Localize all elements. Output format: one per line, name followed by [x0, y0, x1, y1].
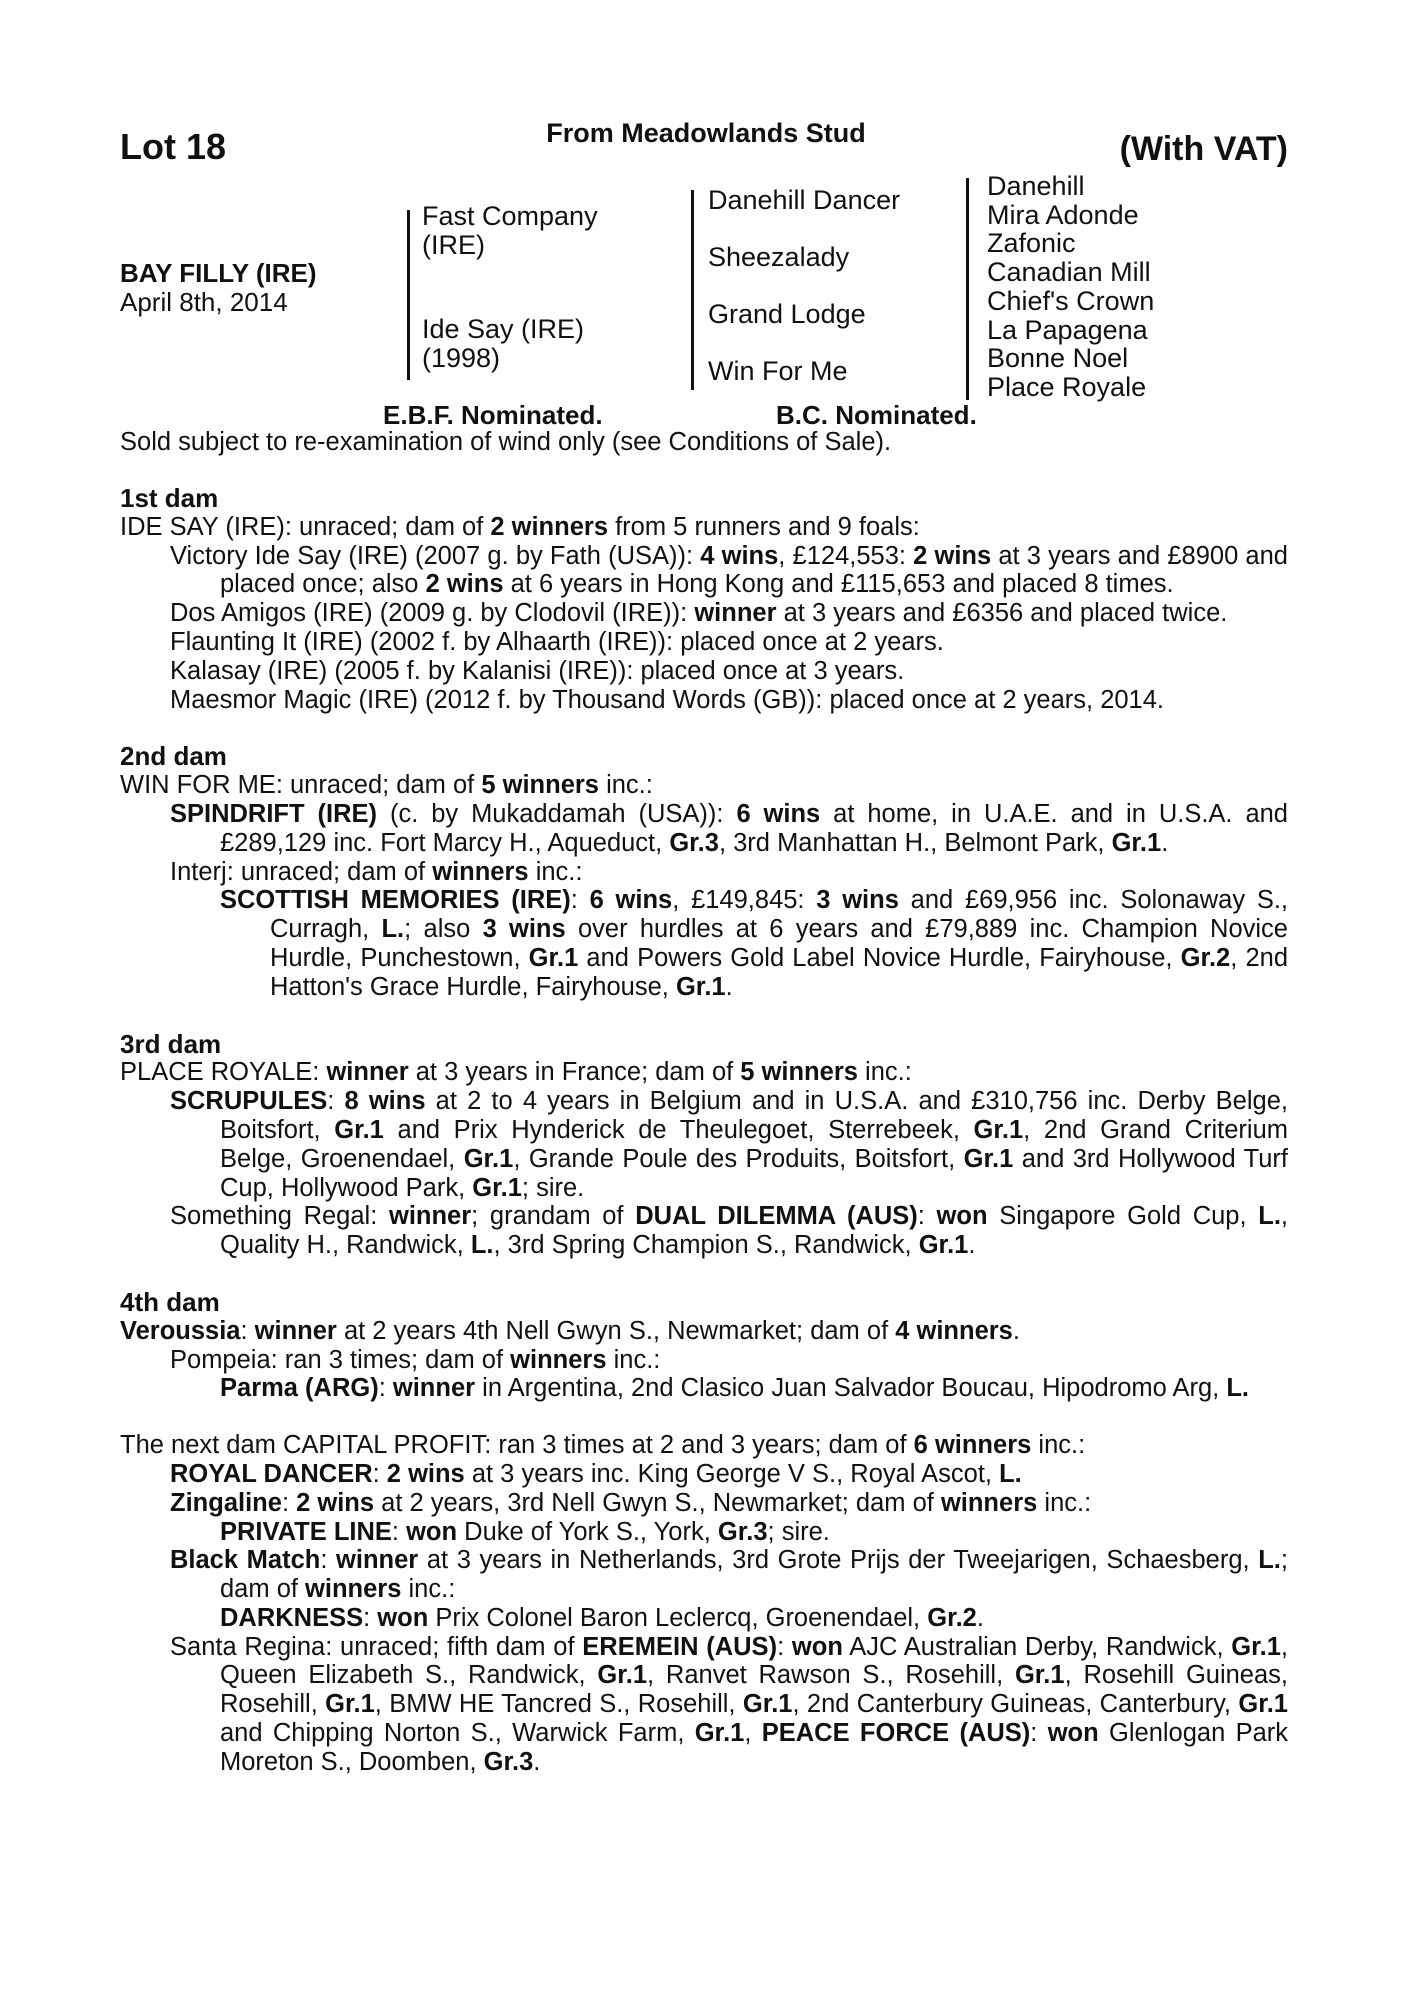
bold-run: winner: [336, 1546, 419, 1575]
text-run: at 3 years and £8900 and placed once; also: [220, 541, 1288, 599]
bold-run: winners: [305, 1575, 402, 1604]
text-run: :: [391, 1517, 407, 1546]
text-run: ; also: [404, 915, 483, 944]
text-run: inc.:: [599, 771, 653, 800]
text-run: Pompeia: ran 3 times; dam of: [170, 1345, 511, 1374]
produce-entry: [120, 1518, 1288, 1547]
bold-run: 6 wins: [589, 886, 673, 915]
text-run: and Chipping Norton S., Warwick Farm,: [220, 1719, 695, 1748]
produce-entry: [120, 1546, 1288, 1604]
horse-name: BAY FILLY (IRE): [120, 258, 317, 288]
bold-run: Gr.1: [675, 972, 726, 1001]
section-title: 3rd dam: [120, 1028, 222, 1059]
produce-entry: [120, 858, 1288, 887]
text-run: Prix Colonel Baron Leclercq, Groenendael,: [428, 1603, 928, 1632]
bold-run: SCOTTISH MEMORIES (IRE): [220, 886, 571, 915]
vendor-name: From Meadowlands Stud: [546, 118, 866, 148]
bold-run: winner: [388, 1202, 472, 1231]
great-grandparent-1: Danehill: [987, 171, 1085, 201]
text-run: Santa Regina: unraced; fifth dam of: [170, 1632, 583, 1661]
bold-run: SCRUPULES: [170, 1087, 328, 1116]
pedigree-divider-3: [966, 178, 969, 400]
produce-entry: [120, 599, 1288, 628]
bold-run: Gr.2: [927, 1603, 977, 1632]
dam-year: (1998): [422, 343, 501, 373]
bold-run: Gr.1: [1111, 828, 1162, 857]
text-run: at home, in U.A.E. and in U.S.A. and £289,129 inc. Fort Marcy H., Aqueduct,: [220, 799, 1288, 857]
bold-run: Gr.1: [1238, 1690, 1288, 1719]
text-run: ; dam of: [220, 1546, 1288, 1604]
text-run: :: [372, 1459, 387, 1488]
bold-run: Gr.1: [742, 1690, 793, 1719]
text-run: at 6 years in Hong Kong and £115,653 and placed 8 times.: [503, 570, 1174, 599]
pedigree-divider-2: [691, 190, 694, 390]
bold-run: winner: [392, 1374, 476, 1403]
text-run: at 3 years and £6356 and placed twice.: [776, 599, 1228, 628]
dam-section: [120, 1260, 1288, 1403]
bold-run: Parma (ARG): [220, 1374, 379, 1403]
text-run: .: [533, 1747, 541, 1776]
great-grandparent-6: La Papagena: [987, 314, 1148, 345]
bold-run: won: [936, 1202, 988, 1231]
text-run: , Queen Elizabeth S., Randwick,: [220, 1632, 1289, 1690]
text-run: ,: [744, 1719, 762, 1748]
pedigree-divider-1: [407, 210, 410, 380]
bold-run: winners: [510, 1345, 607, 1374]
bold-run: L.: [999, 1459, 1022, 1488]
text-run: at 2 years, 3rd Nell Gwyn S., Newmarket; dam of: [374, 1488, 941, 1517]
great-grandparent-7: Bonne Noel: [987, 343, 1129, 374]
bold-run: winner: [326, 1058, 409, 1087]
text-run: and £69,956 inc. Solonaway S., Curragh,: [270, 886, 1288, 944]
bold-run: 5 winners: [740, 1058, 858, 1087]
text-run: , 2nd Grand Criterium Belge, Groenendael,: [220, 1115, 1288, 1173]
produce-entry: [120, 686, 1288, 715]
sire-country: (IRE): [422, 230, 485, 260]
bold-run: winner: [694, 599, 777, 628]
produce-entry: [120, 513, 1288, 542]
text-run: Flaunting It (IRE) (2002 f. by Alhaarth (IRE)): placed once at 2 years.: [170, 627, 944, 656]
text-run: inc.:: [1031, 1431, 1086, 1460]
text-run: at 2 years 4th Nell Gwyn S., Newmarket; dam of: [336, 1316, 896, 1345]
text-run: :: [378, 1374, 393, 1403]
bold-run: won: [791, 1632, 843, 1661]
text-run: , 3rd Spring Champion S., Randwick,: [493, 1231, 919, 1260]
text-run: :: [570, 886, 590, 915]
text-run: at 3 years in Netherlands, 3rd Grote Prijs der Tweejarigen, Schaesberg,: [418, 1546, 1259, 1575]
text-run: Interj: unraced; dam of: [170, 857, 433, 886]
dam-section: [120, 1002, 1288, 1260]
produce-entry: [120, 1604, 1288, 1633]
grandparent-2: Sheezalady: [708, 242, 850, 272]
bold-run: L.: [1258, 1202, 1281, 1231]
text-run: , 3rd Manhattan H., Belmont Park,: [718, 828, 1112, 857]
bold-run: 8 wins: [344, 1087, 426, 1116]
sire-name: Fast Company: [422, 201, 598, 231]
text-run: Dos Amigos (IRE) (2009 g. by Clodovil (IRE)):: [170, 599, 695, 628]
great-grandparent-5: Chief's Crown: [987, 285, 1155, 316]
bold-run: 2 wins: [386, 1459, 465, 1488]
bold-run: 5 winners: [481, 771, 599, 800]
bold-run: Gr.1: [1014, 1661, 1065, 1690]
text-run: :: [320, 1546, 337, 1575]
bold-run: Gr.3: [669, 828, 719, 857]
bold-run: Zingaline: [170, 1488, 282, 1517]
produce-entry: [120, 1346, 1288, 1375]
text-run: inc.:: [857, 1058, 912, 1087]
pedigree-great-grandparents: [987, 172, 1154, 402]
text-run: at 3 years inc. King George V S., Royal Ascot,: [464, 1459, 1000, 1488]
bold-run: 6 winners: [913, 1431, 1032, 1460]
sale-note: Sold subject to re-examination of wind only (see Conditions of Sale).: [120, 428, 892, 456]
bold-run: Gr.3: [483, 1747, 534, 1776]
dam-section: [120, 714, 1288, 1001]
bold-run: 3 wins: [482, 915, 566, 944]
section-title: 1st dam: [120, 483, 219, 513]
bold-run: winners: [432, 857, 529, 886]
produce-entry: [120, 771, 1288, 800]
lot-number: Lot 18: [120, 126, 227, 167]
text-run: inc.:: [1037, 1488, 1092, 1517]
text-run: :: [327, 1087, 345, 1116]
bold-run: 4 winners: [895, 1316, 1013, 1345]
produce-entry: [120, 1317, 1288, 1346]
bold-run: L.: [1226, 1374, 1250, 1403]
text-run: The next dam CAPITAL PROFIT: ran 3 times at 2 and 3 years; dam of: [120, 1431, 914, 1460]
bold-run: L.: [470, 1231, 494, 1260]
bold-run: Black Match: [170, 1546, 321, 1575]
bold-run: Gr.1: [694, 1719, 745, 1748]
produce-entry: [120, 1489, 1288, 1518]
text-run: :: [240, 1316, 255, 1345]
bold-run: Gr.3: [717, 1517, 768, 1546]
grandparent-4: Win For Me: [708, 356, 848, 386]
bold-run: won: [406, 1517, 458, 1546]
section-gap: [120, 1002, 1288, 1030]
text-run: Singapore Gold Cup,: [987, 1202, 1259, 1231]
vat-label: (With VAT): [1119, 130, 1288, 168]
bold-run: Gr.1: [1231, 1632, 1281, 1661]
dam-sections: [120, 484, 1288, 1777]
section-gap: [120, 1260, 1288, 1288]
text-run: inc.:: [606, 1345, 661, 1374]
dam-section: [120, 1403, 1288, 1777]
ebf-nomination: E.B.F. Nominated.: [383, 400, 603, 430]
text-run: AJC Australian Derby, Randwick,: [842, 1632, 1232, 1661]
text-run: Duke of York S., York,: [457, 1517, 718, 1546]
produce-entry: [120, 1202, 1288, 1260]
bold-run: winner: [254, 1316, 337, 1345]
bold-run: 6 wins: [736, 799, 821, 828]
pedigree-grandparents: [708, 186, 900, 414]
bold-run: ROYAL DANCER: [170, 1459, 373, 1488]
text-run: :: [363, 1603, 378, 1632]
text-run: , Rosehill Guineas, Rosehill,: [220, 1661, 1289, 1719]
text-run: Something Regal:: [170, 1202, 389, 1231]
produce-entry: [120, 542, 1288, 600]
text-run: ; grandam of: [471, 1202, 636, 1231]
pedigree-sire: [422, 202, 598, 260]
produce-entry: [120, 657, 1288, 686]
bold-run: 3 wins: [816, 886, 899, 915]
text-run: Kalasay (IRE) (2005 f. by Kalanisi (IRE)): placed once at 3 years.: [170, 656, 905, 685]
text-run: :: [777, 1632, 792, 1661]
produce-entry: [120, 800, 1288, 858]
great-grandparent-4: Canadian Mill: [987, 257, 1151, 288]
dam-section: [120, 484, 1288, 714]
text-run: and Powers Gold Label Novice Hurdle, Fairyhouse,: [578, 943, 1181, 972]
foaling-date: April 8th, 2014: [120, 287, 288, 317]
text-run: , Ranvet Rawson S., Rosehill,: [647, 1661, 1015, 1690]
text-run: :: [281, 1488, 297, 1517]
produce-entry: [120, 1058, 1288, 1087]
produce-entry: [120, 1633, 1288, 1777]
bold-run: L.: [1258, 1546, 1281, 1575]
bold-run: won: [377, 1603, 429, 1632]
grandparent-3: Grand Lodge: [708, 299, 866, 329]
text-run: , 2nd Hatton's Grace Hurdle, Fairyhouse,: [270, 943, 1289, 1001]
text-run: , 2nd Canterbury Guineas, Canterbury,: [792, 1690, 1239, 1719]
dam-name: Ide Say (IRE): [422, 314, 585, 344]
pedigree-dam: [422, 315, 584, 373]
text-run: .: [976, 1603, 984, 1632]
bold-run: PEACE FORCE (AUS): [761, 1719, 1031, 1748]
great-grandparent-8: Place Royale: [987, 371, 1147, 402]
text-run: Glenlogan Park Moreton S., Doomben,: [220, 1719, 1289, 1776]
bold-run: Gr.1: [472, 1173, 522, 1202]
bold-run: 4 wins: [700, 541, 779, 570]
produce-entry: [120, 1087, 1288, 1202]
bold-run: Gr.2: [1180, 943, 1231, 972]
bold-run: 2 wins: [425, 570, 504, 599]
bold-run: 2 wins: [913, 541, 992, 570]
bold-run: Gr.1: [528, 943, 579, 972]
text-run: , Grande Poule des Produits, Boitsfort,: [513, 1144, 964, 1173]
text-run: Maesmor Magic (IRE) (2012 f. by Thousand Words (GB)): placed once at 2 years, 2014.: [170, 685, 1165, 714]
section-title: 4th dam: [120, 1286, 220, 1317]
text-run: (c. by Mukaddamah (USA)):: [377, 799, 737, 828]
bold-run: Gr.1: [973, 1115, 1024, 1144]
text-run: :: [1030, 1719, 1048, 1748]
bold-run: L.: [381, 915, 405, 944]
section-gap: [120, 1403, 1288, 1431]
text-run: WIN FOR ME: unraced; dam of: [120, 771, 482, 800]
bold-run: Gr.1: [325, 1690, 375, 1719]
text-run: , BMW HE Tancred S., Rosehill,: [374, 1690, 743, 1719]
text-run: :: [917, 1202, 937, 1231]
text-run: inc.:: [528, 857, 583, 886]
text-run: IDE SAY (IRE): unraced; dam of: [120, 512, 491, 541]
bold-run: 2 winners: [490, 512, 609, 541]
text-run: from 5 runners and 9 foals:: [608, 512, 920, 541]
bold-run: winners: [940, 1488, 1038, 1517]
bold-run: Gr.1: [597, 1661, 648, 1690]
text-run: over hurdles at 6 years and £79,889 inc. Champion Novice Hurdle, Punchestown,: [270, 915, 1288, 972]
text-run: at 3 years in France; dam of: [408, 1058, 741, 1087]
text-run: , Quality H., Randwick,: [220, 1202, 1289, 1260]
text-run: .: [1161, 828, 1169, 857]
text-run: and Prix Hynderick de Theulegoet, Sterrebeek,: [383, 1115, 974, 1144]
text-run: ; sire.: [767, 1517, 830, 1546]
text-run: , £149,845:: [672, 886, 817, 915]
bold-run: Gr.1: [334, 1115, 384, 1144]
text-run: .: [725, 972, 733, 1001]
text-run: at 2 to 4 years in Belgium and in U.S.A. and £310,756 inc. Derby Belge, Boitsfort,: [220, 1087, 1288, 1144]
text-run: , £124,553:: [778, 541, 914, 570]
bold-run: Gr.1: [463, 1144, 514, 1173]
bold-run: 2 wins: [296, 1488, 375, 1517]
section-gap: [120, 714, 1288, 742]
bc-nomination: B.C. Nominated.: [776, 400, 977, 430]
produce-entry: [120, 1431, 1288, 1460]
bold-run: won: [1047, 1719, 1099, 1748]
text-run: .: [1012, 1316, 1020, 1345]
text-run: inc.:: [401, 1575, 456, 1604]
bold-run: PRIVATE LINE: [220, 1517, 392, 1546]
produce-entry: [120, 1460, 1288, 1489]
section-title: 2nd dam: [120, 741, 227, 772]
bold-run: DARKNESS: [220, 1603, 364, 1632]
great-grandparent-2: Mira Adonde: [987, 199, 1139, 230]
produce-entry: [120, 1374, 1288, 1403]
bold-run: Gr.1: [963, 1144, 1014, 1173]
text-run: Victory Ide Say (IRE) (2007 g. by Fath (USA)):: [170, 541, 701, 570]
grandparent-1: Danehill Dancer: [708, 185, 901, 215]
produce-entry: [120, 628, 1288, 657]
text-run: and 3rd Hollywood Turf Cup, Hollywood Park,: [220, 1144, 1288, 1202]
bold-run: Veroussia: [120, 1316, 241, 1345]
text-run: PLACE ROYALE:: [120, 1058, 327, 1087]
bold-run: Gr.1: [918, 1231, 969, 1260]
bold-run: SPINDRIFT (IRE): [170, 799, 378, 828]
bold-run: DUAL DILEMMA (AUS): [635, 1202, 918, 1231]
great-grandparent-3: Zafonic: [987, 228, 1076, 259]
text-run: .: [968, 1231, 976, 1260]
bold-run: EREMEIN (AUS): [582, 1632, 778, 1661]
text-run: ; sire.: [521, 1173, 585, 1202]
produce-entry: [120, 886, 1288, 1001]
text-run: in Argentina, 2nd Clasico Juan Salvador Boucau, Hipodromo Arg,: [475, 1374, 1227, 1403]
